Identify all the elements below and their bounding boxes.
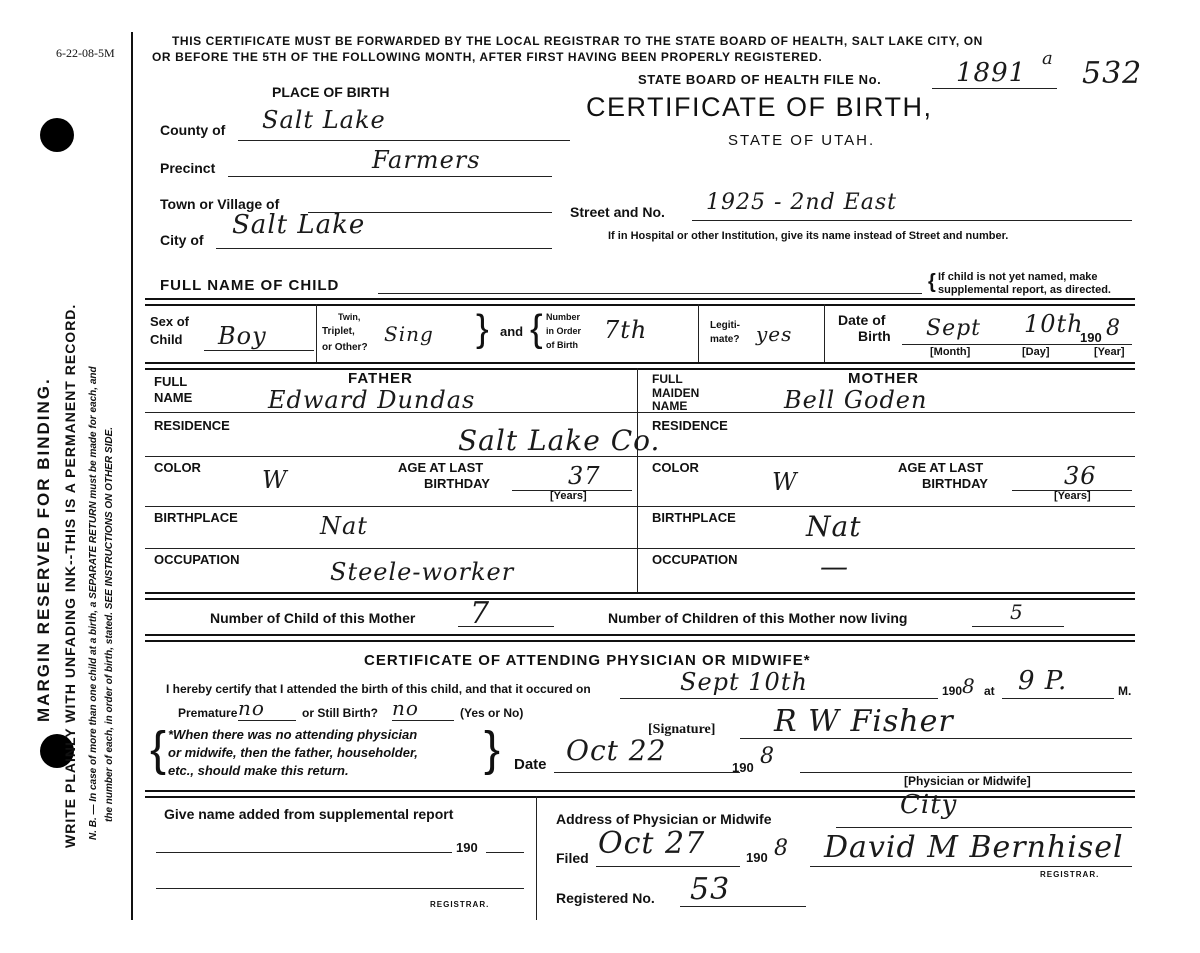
signature-value: R W Fisher [774,704,954,739]
mother-heading: MOTHER [848,370,919,387]
father-age-value: 37 [568,462,601,490]
legit-label-2: mate? [710,334,740,345]
legit-label-1: Legiti- [710,320,740,331]
registered-value: 53 [690,872,731,907]
father-age-label-1: AGE AT LAST [398,460,484,475]
filed-year-prefix: 190 [746,850,768,865]
mother-birthplace-label: BIRTHPLACE [652,510,736,525]
mother-name-label-3: NAME [652,399,688,413]
mother-name-label-2: MAIDEN [652,386,700,400]
file-no-extra: 532 [1082,56,1143,91]
twin-label-3: or Other? [322,342,368,353]
binding-note: MARGIN RESERVED FOR BINDING. [34,377,53,722]
mother-age-label-2: BIRTHDAY [922,476,988,491]
child-number-label: Number of Child of this Mother [210,610,416,626]
premature-value: no [238,696,265,720]
form-code: 6-22-08-5M [56,46,115,60]
name-brace: { [928,271,936,293]
physician-heading: CERTIFICATE OF ATTENDING PHYSICIAN OR MIDWIFE* [364,652,811,669]
sex-value: Boy [218,322,267,350]
father-heading: FATHER [348,370,413,387]
section-divider-4 [145,634,1135,642]
section-divider-3 [145,592,1135,600]
parents-divider [637,368,638,594]
dob-label-2: Birth [858,328,891,344]
twin-label-1: Twin, [338,312,361,322]
physician-note-3: etc., should make this return. [168,763,349,778]
filed-year-value: 8 [774,836,789,861]
county-value: Salt Lake [262,106,386,134]
registrar-signature: David M Bernhisel [824,830,1124,865]
bottom-divider [536,796,537,920]
living-value: 5 [1010,600,1024,624]
stillbirth-value: no [392,696,419,720]
binding-hole-top [40,118,74,152]
instruction-line-1: THIS CERTIFICATE MUST BE FORWARDED BY THE LOCAL REGISTRAR TO THE STATE BOARD OF HEALTH, SALT LAKE CITY, ON [172,34,983,48]
city-value: Salt Lake [232,210,366,240]
yes-no-caption: (Yes or No) [460,706,524,720]
father-residence-label: RESIDENCE [154,418,230,433]
mother-name-value: Bell Goden [784,386,928,414]
twin-label-2: Triplet, [322,326,355,337]
day-caption: [Day] [1022,346,1050,358]
stillbirth-label: or Still Birth? [302,706,378,720]
filing-registrar-caption: REGISTRAR. [1040,870,1100,879]
year-caption: [Year] [1094,346,1125,358]
address-label: Address of Physician or Midwife [556,811,772,827]
father-name-label-2: NAME [154,390,193,405]
mother-birthplace-value: Nat [806,510,862,543]
certificate-title: CERTIFICATE OF BIRTH, [586,92,933,122]
place-of-birth-heading: PLACE OF BIRTH [272,84,390,100]
file-no-value: 1891 [956,58,1027,88]
supplement-heading: Give name added from supplemental report [164,806,454,822]
legit-value: yes [756,322,793,346]
father-name-label-1: FULL [154,374,188,389]
mother-color-label: COLOR [652,460,699,475]
premature-label: Premature [178,706,238,720]
not-named-note-1: If child is not yet named, make [938,271,1098,283]
date-year-prefix: 190 [732,760,754,775]
at-label: at [984,684,995,698]
file-no-label: STATE BOARD OF HEALTH FILE No. [638,72,882,87]
physician-note-1: *When there was no attending physician [168,727,418,742]
instruction-line-2: OR BEFORE THE 5TH OF THE FOLLOWING MONTH, AFTER FIRST HAVING BEEN PROPERLY REGISTERED. [152,50,823,64]
father-birthplace-value: Nat [320,512,368,540]
father-birthplace-label: BIRTHPLACE [154,510,238,525]
living-label: Number of Children of this Mother now living [608,610,908,626]
dob-day: 10th [1024,310,1084,338]
filed-value: Oct 27 [598,826,706,861]
supplement-registrar-caption: REGISTRAR. [430,900,490,909]
dob-year-prefix: 190 [1080,330,1102,345]
mother-years-caption: [Years] [1054,490,1091,502]
physician-time-value: 9 P. [1018,666,1068,696]
precinct-value: Farmers [372,146,481,174]
child-number-value: 7 [470,596,491,631]
section-divider-2 [145,362,1135,370]
nb-note-line1: N. B. — In case of more than one child at a birth, a SEPARATE RETURN must be made for each, and [88,366,99,840]
mother-occupation-value: — [820,550,849,583]
order-label-2: in Order [546,326,582,336]
dob-month: Sept [926,316,982,341]
sex-label-1: Sex of [150,314,190,329]
street-label: Street and No. [570,204,665,220]
mother-age-value: 36 [1064,462,1097,490]
twin-value: Sing [384,322,434,346]
signature-label: [Signature] [648,722,716,737]
physician-statement: I hereby certify that I attended the birth of this child, and that it occured on [166,682,591,696]
physician-date-value: Sept 10th [680,668,808,696]
father-color-value: W [262,466,288,494]
physician-year-value: 8 [962,674,976,698]
sex-label-2: Child [150,332,183,347]
city-label: City of [160,232,204,248]
physician-note-2: or midwife, then the father, householder, [168,745,418,760]
registered-label: Registered No. [556,890,655,906]
date-signed-value: Oct 22 [566,734,667,767]
mother-residence-label: RESIDENCE [652,418,728,433]
filed-label: Filed [556,850,589,866]
father-age-label-2: BIRTHDAY [424,476,490,491]
nb-note-line2: the number of each, in order of birth, stated. SEE INSTRUCTIONS ON OTHER SIDE. [104,426,115,822]
and-label: and [500,324,524,339]
section-divider-5 [145,790,1135,798]
father-occupation-value: Steele-worker [330,558,515,586]
order-label-3: of Birth [546,340,578,350]
margin-border [131,32,133,920]
hospital-note: If in Hospital or other Institution, give its name instead of Street and number. [608,230,1009,242]
physician-caption: [Physician or Midwife] [904,774,1031,788]
mother-occupation-label: OCCUPATION [652,552,738,567]
full-name-child-label: FULL NAME OF CHILD [160,277,340,294]
supplement-year-prefix: 190 [456,840,478,855]
mother-name-label-1: FULL [652,372,683,386]
section-divider-1 [145,298,1135,306]
date-year-value: 8 [760,744,775,769]
father-residence-value: Salt Lake Co. [458,424,661,457]
m-label: M. [1118,684,1132,698]
mother-age-label-1: AGE AT LAST [898,460,984,475]
county-label: County of [160,122,226,138]
father-color-label: COLOR [154,460,201,475]
address-value: City [900,790,958,820]
date-label: Date [514,756,547,773]
not-named-note-2: supplemental report, as directed. [938,284,1111,296]
mother-color-value: W [772,468,798,496]
ink-note: WRITE PLAINLY WITH UNFADING INK--THIS IS A PERMANENT RECORD. [62,303,78,848]
precinct-label: Precinct [160,160,216,176]
certificate-subtitle: STATE OF UTAH. [728,132,876,149]
town-label: Town or Village of [160,196,280,212]
dob-label-1: Date of [838,312,886,328]
dob-year: 8 [1106,316,1121,341]
physician-year-prefix: 190 [942,684,963,698]
street-value: 1925 - 2nd East [706,190,897,215]
file-no-sup: a [1042,48,1054,69]
order-value: 7th [604,316,648,344]
father-name-value: Edward Dundas [268,386,476,414]
father-occupation-label: OCCUPATION [154,552,240,567]
father-years-caption: [Years] [550,490,587,502]
order-label-1: Number [546,312,581,322]
month-caption: [Month] [930,346,971,358]
